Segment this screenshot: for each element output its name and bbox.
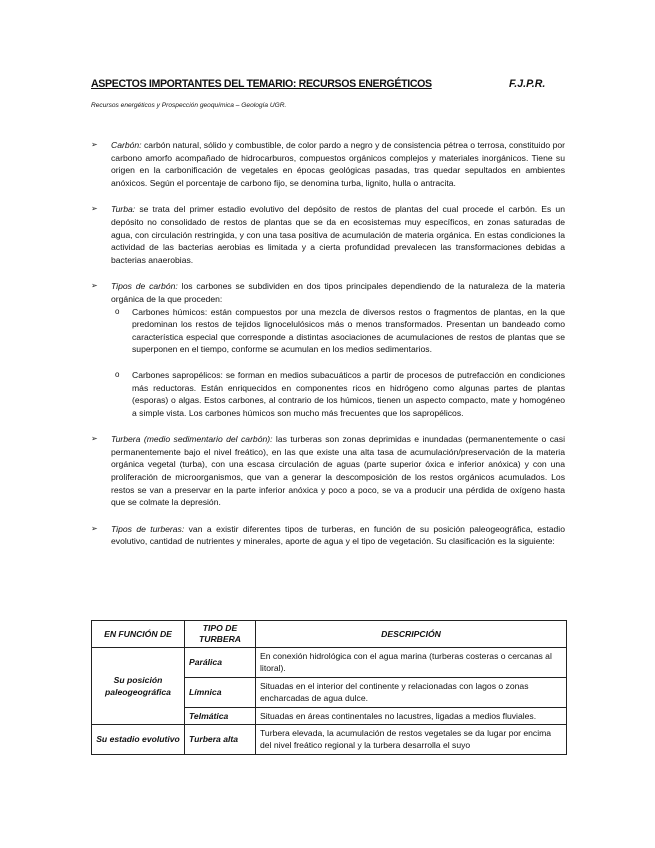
arrow-bullet-icon: ➢ <box>91 434 98 444</box>
bullet-item-tipos-turberas <box>91 523 565 548</box>
arrow-bullet-icon: ➢ <box>91 281 98 291</box>
description-cell: En conexión hidrológica con el agua marina (turberas costeras o cercanas al litoral). <box>256 648 567 678</box>
item-lead: Tipos de turberas: <box>111 523 185 534</box>
description-cell: Turbera elevada, la acumulación de restos vegetales se da lugar por encima del nivel freático regional y la turbera desarrolla el suyo <box>256 725 567 755</box>
item-lead: Tipos de carbón: <box>111 281 178 292</box>
arrow-bullet-icon: ➢ <box>91 204 98 214</box>
item-text: carbón natural, sólido y combustible, de color pardo a negro y de consistencia pétrea o terrosa, constituido por carbono amorfo acompañado de hidrocarburos, compuestos orgánicos complejos y materiales inorgánicos. Tiene su origen en la carbonificación de vegetales en épocas geológicas pasadas, tras quedar sepultados en ambientes anóxicos. Según el porcentaje de carbono fijo, se denomina turba, lignito, hulla o antracita. <box>111 140 565 188</box>
bullet-list <box>91 139 565 562</box>
header <box>91 78 561 94</box>
table-header-row <box>92 621 567 648</box>
bullet-item-turba <box>91 203 565 266</box>
item-text: los carbones se subdividen en dos tipos principales dependiendo de la naturaleza de la materia orgánica de la que proceden: <box>111 281 566 304</box>
bullet-item-tipos-carbon <box>91 280 565 419</box>
group-cell: Su estadio evolutivo <box>92 725 185 755</box>
item-lead: Turba: <box>111 204 136 215</box>
arrow-bullet-icon: ➢ <box>91 140 98 149</box>
column-header: TIPO DE TURBERA <box>185 621 256 648</box>
item-text: las turberas son zonas deprimidas e inundadas (permanentemente o casi permanentemente bajo el nivel freático), en las que existe una alta tasa de acumulación/preservación de la materia orgánica vegetal (turba), con una escasa circulación de aguas (parte superior óxica e inferior anóxica) y con una proliferación de microorganismos, que van a generar la descomposición de los restos orgánicos acumulados. Los restos se van a preservar en la parte inferior anóxica y poco a poco, se va a producir una pérdida de oxígeno hasta que se colmate la depresión. <box>111 434 565 508</box>
circle-bullet-icon: o <box>115 306 120 316</box>
document-subtitle: Recursos energéticos y Prospección geoquímica – Geología UGR. <box>91 102 287 109</box>
item-lead: Carbón: <box>111 140 142 150</box>
group-cell: Su posición paleogeográfica <box>92 648 185 725</box>
description-cell: Situadas en el interior del continente y relacionadas con lagos o zonas encharcadas de agua dulce. <box>256 677 567 707</box>
column-header: EN FUNCIÓN DE <box>92 621 185 648</box>
type-cell: Turbera alta <box>185 725 256 755</box>
document-title: ASPECTOS IMPORTANTES DEL TEMARIO: RECURSOS ENERGÉTICOS <box>91 78 432 90</box>
arrow-bullet-icon: ➢ <box>91 523 98 533</box>
type-cell: Telmática <box>185 707 256 724</box>
table-row <box>92 648 567 678</box>
item-text: van a existir diferentes tipos de turberas, en función de su posición paleogeográfica, estadio evolutivo, cantidad de nutrientes y minerales, aporte de agua y el tipo de vegetación. Su clasificación es la siguiente: <box>111 523 565 547</box>
sub-item-text: Carbones sapropélicos: se forman en medios subacuáticos a partir de procesos de putrefacción en condiciones más reductoras. Están enriquecidos en componentes ricos en hidrógeno como algunas partes de plantas (esporas) o algas. Estos carbones, al contrario de los húmicos, tienen un aspecto compacto, mate y homogéneo a simple vista. Los carbones húmicos son mucho más frecuentes que los sapropélicos. <box>132 369 565 418</box>
bullet-item-carbon <box>91 139 565 189</box>
type-cell: Parálica <box>185 648 256 678</box>
sub-item-sapropelicos <box>111 369 565 419</box>
turberas-table <box>91 620 567 755</box>
table-row <box>92 725 567 755</box>
circle-bullet-icon: o <box>115 369 120 379</box>
author-initials: F.J.P.R. <box>509 78 546 90</box>
sub-item-humicos <box>111 306 565 356</box>
item-lead: Turbera (medio sedimentario del carbón): <box>111 434 273 445</box>
description-cell: Situadas en áreas continentales no lacustres, ligadas a medios fluviales. <box>256 707 567 724</box>
column-header: DESCRIPCIÓN <box>256 621 567 648</box>
item-text: se trata del primer estadio evolutivo del depósito de restos de plantas del cual procede el carbón. Es un depósito no consolidado de restos de plantas que se da en ecosistemas muy específicos, en zonas saturadas de agua, con circulación restringida, y con una tasa positiva de acumulación de materia orgánica. En estas condiciones la actividad de las bacterias aerobias es limitada y a cierta profundidad prevalecen las transformaciones debidas a bacterias anaerobias. <box>111 204 565 265</box>
sub-item-text: Carbones húmicos: están compuestos por una mezcla de diversos restos o fragmentos de plantas, en la que predominan los restos de tejidos lignocelulósicos más o menos transformados. Presentan un bandeado como característica especial que corresponde a distintas asociaciones de acumulaciones de restos de plantas que se superponen en el tiempo, conforme se acumulan en los medios sedimentarios. <box>132 306 565 355</box>
bullet-item-turbera <box>91 433 565 509</box>
type-cell: Límnica <box>185 677 256 707</box>
